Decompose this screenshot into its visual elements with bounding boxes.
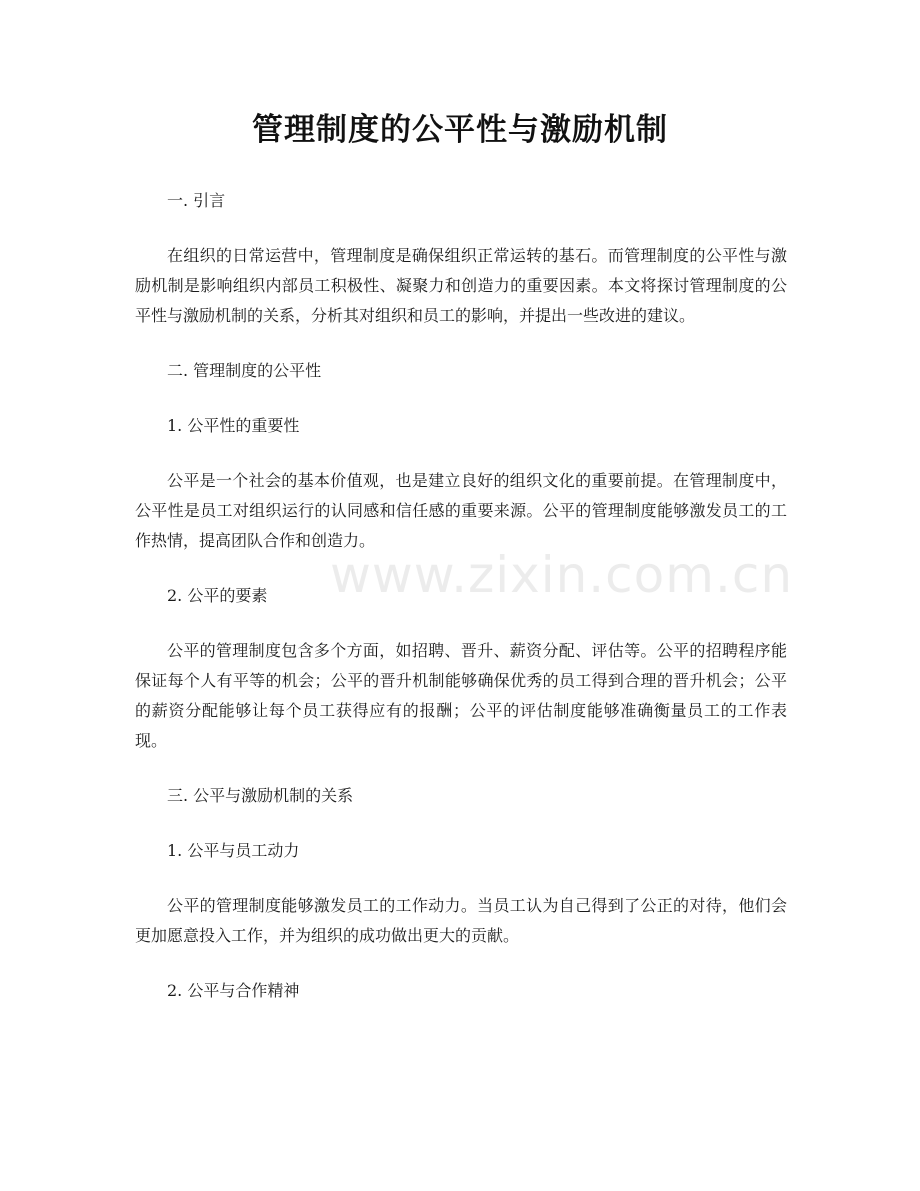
paragraph-elements: 公平的管理制度包含多个方面，如招聘、晋升、薪资分配、评估等。公平的招聘程序能保证每个人有平等的机会；公平的晋升机制能够确保优秀的员工得到合理的晋升机会；公平的薪资分配能够让每个员工获得应有的报酬；公平的评估制度能够准确衡量员工的工作表现。 xyxy=(135,641,787,750)
subheading-motivation: 1. 公平与员工动力 xyxy=(167,841,300,860)
section-heading-fairness: 二. 管理制度的公平性 xyxy=(167,361,322,380)
paragraph-introduction: 在组织的日常运营中，管理制度是确保组织正常运转的基石。而管理制度的公平性与激励机制是影响组织内部员工积极性、凝聚力和创造力的重要因素。本文将探讨管理制度的公平性与激励机制的关系，分析其对组织和员工的影响，并提出一些改进的建议。 xyxy=(135,246,787,325)
document-body xyxy=(135,186,787,1031)
section-heading-relation: 三. 公平与激励机制的关系 xyxy=(167,786,354,805)
subheading-cooperation: 2. 公平与合作精神 xyxy=(167,981,300,1000)
subheading-importance: 1. 公平性的重要性 xyxy=(167,416,300,435)
watermark: www.zixin.com.cn xyxy=(330,546,794,604)
paragraph-motivation: 公平的管理制度能够激发员工的工作动力。当员工认为自己得到了公正的对待，他们会更加愿意投入工作，并为组织的成功做出更大的贡献。 xyxy=(135,896,787,945)
section-heading-introduction: 一. 引言 xyxy=(167,191,226,210)
paragraph-importance: 公平是一个社会的基本价值观，也是建立良好的组织文化的重要前提。在管理制度中，公平性是员工对组织运行的认同感和信任感的重要来源。公平的管理制度能够激发员工的工作热情，提高团队合作和创造力。 xyxy=(135,471,787,550)
document-title: 管理制度的公平性与激励机制 xyxy=(252,112,668,148)
subheading-elements: 2. 公平的要素 xyxy=(167,586,268,605)
